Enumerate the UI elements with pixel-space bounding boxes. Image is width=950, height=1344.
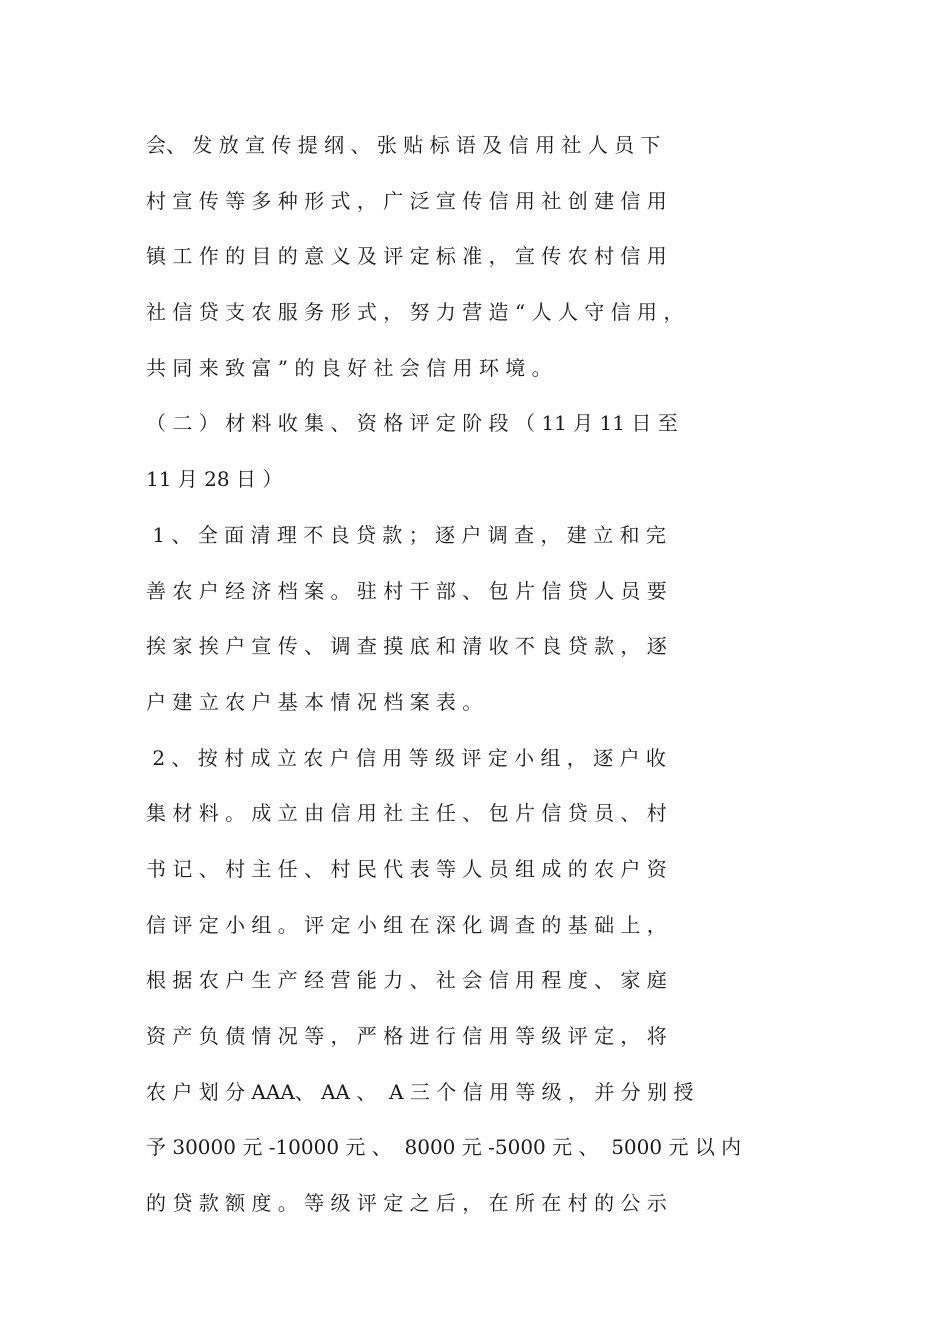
text-line: 会、 发 放 宣 传 提 纲 、 张 贴 标 语 及 信 用 社 人 员 下 [146, 133, 661, 157]
text-line: 集 材 料 。 成 立 由 信 用 社 主 任 、 包 片 信 贷 员 、 村 [146, 801, 667, 826]
section-heading: 11 月 28 日 ） [146, 467, 283, 492]
text-line: 予 30000 元 -10000 元 、 8000 元 -5000 元 、 5000 元 以 内 [146, 1135, 742, 1160]
text-line: 共 同 来 致 富 ” 的 良 好 社 会 信 用 环 境 。 [146, 355, 552, 380]
text-line: 2 、 按 村 成 立 农 户 信 用 等 级 评 定 小 组 ， 逐 户 收 [146, 745, 666, 770]
text-line: 信 评 定 小 组 。 评 定 小 组 在 深 化 调 查 的 基 础 上 ， [146, 912, 667, 937]
text-line: 镇 工 作 的 目 的 意 义 及 评 定 标 准 ， 宣 传 农 村 信 用 [146, 244, 667, 269]
text-line: 书 记 、 村 主 任 、 村 民 代 表 等 人 员 组 成 的 农 户 资 [146, 856, 667, 881]
text-line: 根 据 农 户 生 产 经 营 能 力 、 社 会 信 用 程 度 、 家 庭 [146, 968, 667, 993]
body-text [146, 126, 846, 1240]
text-line: 资 产 负 债 情 况 等 ， 严 格 进 行 信 用 等 级 评 定 ， 将 [146, 1024, 667, 1048]
text-line: 社 信 贷 支 农 服 务 形 式 ， 努 力 营 造 “ 人 人 守 信 用 ， [146, 300, 684, 325]
text-line: 户 建 立 农 户 基 本 情 况 档 案 表 。 [146, 689, 483, 714]
text-line: 的 贷 款 额 度 。 等 级 评 定 之 后 ， 在 所 在 村 的 公 示 [146, 1191, 667, 1216]
text-line: 挨 家 挨 户 宣 传 、 调 查 摸 底 和 清 收 不 良 贷 款 ， 逐 [146, 634, 667, 659]
text-line: 村 宣 传 等 多 种 形 式 ， 广 泛 宣 传 信 用 社 创 建 信 用 [146, 188, 667, 213]
text-line: 农 户 划 分 AAA、 AA 、 A 三 个 信 用 等 级 ， 并 分 别 授 [146, 1079, 694, 1104]
section-heading: （ 二 ） 材 料 收 集 、 资 格 评 定 阶 段 （ 11 月 11 日 至 [146, 411, 678, 436]
text-line: 1 、 全 面 清 理 不 良 贷 款 ； 逐 户 调 查 ， 建 立 和 完 [146, 522, 666, 547]
text-line: 善 农 户 经 济 档 案 。 驻 村 干 部 、 包 片 信 贷 人 员 要 [146, 578, 667, 603]
